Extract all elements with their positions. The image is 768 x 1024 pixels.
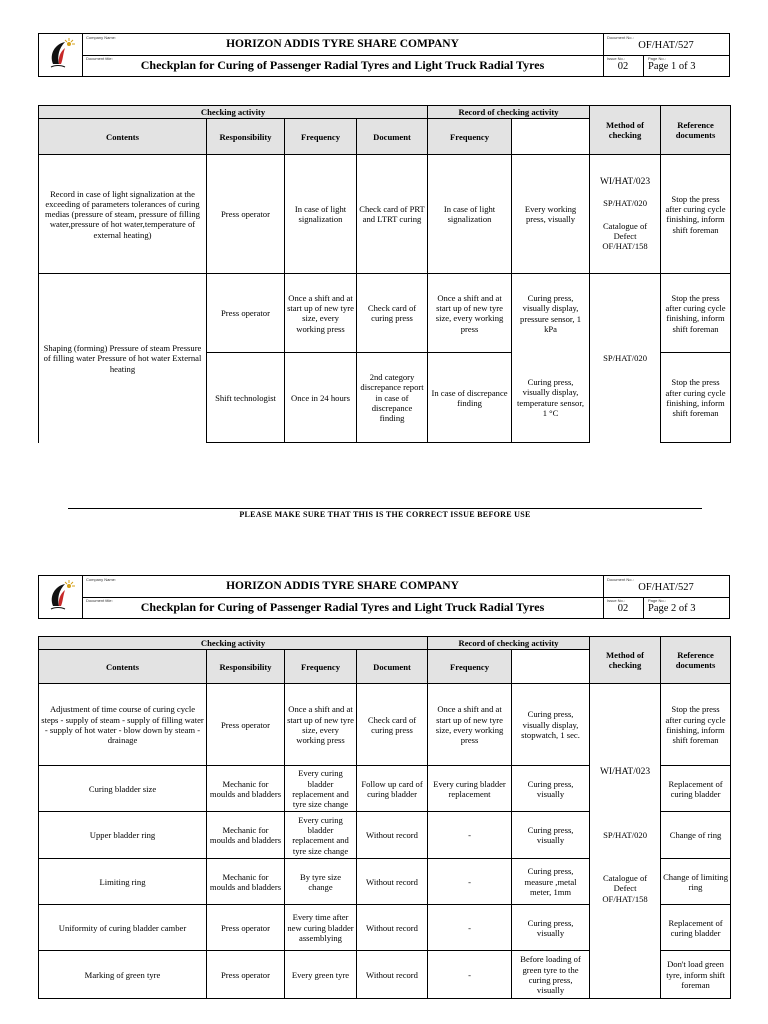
contents-cell: Marking of green tyre [39, 951, 207, 999]
frequency-cell: Once a shift and at start up of new tyre size, every working press [285, 274, 357, 353]
contents-cell: Record in case of light signalization at the exceeding of parameters tolerances of curing medias (pressure of steam, pressure of filling water,pressure of hot water,temperature of external heating) [39, 155, 207, 274]
frequency2-cell: Once a shift and at start up of new tyre size, every working press [428, 274, 512, 353]
responsibility-cell: Mechanic for moulds and bladders [207, 812, 285, 859]
document-header-cell: Document [357, 650, 428, 684]
reference-header: Reference documents [661, 106, 731, 155]
responsibility-cell: Shift technologist [207, 353, 285, 443]
issue-cell [603, 55, 644, 76]
record-activity-header: Record of checking activity [428, 106, 590, 119]
responsibility-header: Responsibility [207, 650, 285, 684]
frequency2-header: Frequency [428, 119, 512, 155]
table-row [39, 905, 731, 951]
reference-sp: SP/HAT/020 [603, 198, 647, 209]
document-number-label: Document No.: [607, 35, 634, 40]
document-header-cell: Document [357, 119, 428, 155]
company-name: HORIZON ADDIS TYRE SHARE COMPANY [226, 38, 459, 50]
contents-cell: Limiting ring [39, 859, 207, 905]
company-logo [39, 34, 83, 76]
issue-notice: PLEASE MAKE SURE THAT THIS IS THE CORRECT ISSUE BEFORE USE [68, 508, 702, 519]
frequency2-header: Frequency [428, 650, 512, 684]
responsibility-cell: Press operator [207, 905, 285, 951]
company-name: HORIZON ADDIS TYRE SHARE COMPANY [226, 580, 459, 592]
contents-cell: Upper bladder ring [39, 812, 207, 859]
table-row [39, 812, 731, 859]
issue-label: Issue No.: [607, 56, 626, 61]
document-cell: Without record [357, 951, 428, 999]
frequency2-cell: - [428, 951, 512, 999]
header-right [603, 576, 729, 618]
method-header: Method of checking [590, 637, 661, 684]
responsibility-cell: Press operator [207, 155, 285, 274]
reference-cell [590, 905, 661, 951]
responsibility-cell: Press operator [207, 274, 285, 353]
record-activity-header: Record of checking activity [428, 637, 590, 650]
horizon-logo-icon [39, 34, 82, 76]
contents-cell: Uniformity of curing bladder camber [39, 905, 207, 951]
header-right [603, 34, 729, 76]
document-number-cell [603, 34, 729, 56]
method-cell: Curing press, visually display, pressure sensor, 1 kPa [512, 274, 590, 353]
action-cell: Stop the press after curing cycle finishing, inform shift foreman [661, 274, 731, 353]
action-cell: Don't load green tyre, inform shift foreman [661, 951, 731, 999]
contents-cell: Adjustment of time course of curing cycle steps - supply of steam - supply of filling water - supply of hot water - blow down by steam - drainage [39, 684, 207, 766]
page-number: Page 1 of 3 [648, 61, 696, 72]
document-cell: Check card of curing press [357, 274, 428, 353]
frequency2-cell: - [428, 812, 512, 859]
reference-cell [590, 951, 661, 999]
reference-catalogue: Catalogue of Defect OF/HAT/158 [602, 220, 648, 252]
contents-cell: Curing bladder size [39, 766, 207, 812]
document-title-label: Document title: [86, 56, 113, 61]
action-cell: Stop the press after curing cycle finishing, inform shift foreman [661, 155, 731, 274]
method-cell: Before loading of green tyre to the curing press, visually [512, 951, 590, 999]
document-header [38, 33, 730, 77]
issue-label: Issue No.: [607, 598, 626, 603]
document-header [38, 575, 730, 619]
action-cell: Change of limiting ring [661, 859, 731, 905]
action-cell: Replacement of curing bladder [661, 905, 731, 951]
method-header: Method of checking [590, 106, 661, 155]
frequency-cell: By tyre size change [285, 859, 357, 905]
reference-cell [590, 684, 661, 766]
issue-number: 02 [617, 603, 629, 614]
reference-cell: Catalogue of Defect OF/HAT/158 [590, 859, 661, 905]
table-row [39, 766, 731, 812]
frequency-cell: Every curing bladder replacement and tyre size change [285, 812, 357, 859]
issue-number: 02 [617, 61, 629, 72]
frequency-cell: Once in 24 hours [285, 353, 357, 443]
method-cell: Curing press, visually display, temperature sensor, 1 °C [512, 353, 590, 443]
table-row [39, 951, 731, 999]
document-cell: Without record [357, 905, 428, 951]
reference-cell: SP/HAT/020 [590, 274, 661, 443]
document-cell: Check card of PRT and LTRT curing [357, 155, 428, 274]
frequency-header: Frequency [285, 650, 357, 684]
company-cell [82, 34, 603, 56]
table-row [39, 274, 731, 353]
page-cell [644, 55, 729, 76]
document-number: OF/HAT/527 [638, 582, 694, 593]
responsibility-header: Responsibility [207, 119, 285, 155]
document-number-cell [603, 576, 729, 598]
method-cell: Curing press, visually display, stopwatch, 1 sec. [512, 684, 590, 766]
checkplan-table-page-1 [38, 105, 731, 443]
page-label: Page No.: [648, 598, 666, 603]
action-cell: Change of ring [661, 812, 731, 859]
page-number: Page 2 of 3 [648, 603, 696, 614]
page-label: Page No.: [648, 56, 666, 61]
document-cell: Without record [357, 859, 428, 905]
frequency-cell: Every green tyre [285, 951, 357, 999]
action-cell: Stop the press after curing cycle finishing, inform shift foreman [661, 684, 731, 766]
page-cell [644, 597, 729, 618]
table-row [39, 155, 731, 274]
frequency2-cell: Every curing bladder replacement [428, 766, 512, 812]
issue-cell [603, 597, 644, 618]
header-middle [82, 576, 604, 618]
reference-header: Reference documents [661, 637, 731, 684]
document-title: Checkplan for Curing of Passenger Radial Tyres and Light Truck Radial Tyres [140, 600, 545, 614]
document-cell: Without record [357, 812, 428, 859]
frequency2-cell: In case of light signalization [428, 155, 512, 274]
document-cell: Follow up card of curing bladder [357, 766, 428, 812]
responsibility-cell: Press operator [207, 951, 285, 999]
company-logo [39, 576, 83, 618]
frequency-cell: In case of light signalization [285, 155, 357, 274]
responsibility-cell: Press operator [207, 684, 285, 766]
checking-activity-header: Checking activity [39, 637, 428, 650]
action-cell: Stop the press after curing cycle finishing, inform shift foreman [661, 353, 731, 443]
horizon-logo-icon [39, 576, 82, 618]
frequency-cell: Every time after new curing bladder assemblying [285, 905, 357, 951]
frequency2-cell: - [428, 905, 512, 951]
table-row [39, 684, 731, 766]
contents-header: Contents [39, 119, 207, 155]
method-cell: Curing press, visually [512, 766, 590, 812]
reference-wi: WI/HAT/023 [599, 176, 651, 187]
method-cell: Curing press, measure ,metal meter, 1mm [512, 859, 590, 905]
responsibility-cell: Mechanic for moulds and bladders [207, 766, 285, 812]
document-title-label: Document title: [86, 598, 113, 603]
table-row [39, 859, 731, 905]
checkplan-table-page-2 [38, 636, 731, 999]
method-cell: Every working press, visually [512, 155, 590, 274]
company-name-label: Company Name: [86, 35, 117, 40]
checking-activity-header: Checking activity [39, 106, 428, 119]
document-number-label: Document No.: [607, 577, 634, 582]
document-title: Checkplan for Curing of Passenger Radial Tyres and Light Truck Radial Tyres [140, 58, 545, 72]
responsibility-cell: Mechanic for moulds and bladders [207, 859, 285, 905]
method-cell: Curing press, visually [512, 812, 590, 859]
frequency-cell: Once a shift and at start up of new tyre size, every working press [285, 684, 357, 766]
frequency2-cell: Once a shift and at start up of new tyre size, every working press [428, 684, 512, 766]
reference-cell: SP/HAT/020 [590, 812, 661, 859]
frequency-cell: Every curing bladder replacement and tyre size change [285, 766, 357, 812]
document-cell: Check card of curing press [357, 684, 428, 766]
document-cell: 2nd category discrepance report in case of discrepance finding [357, 353, 428, 443]
method-cell: Curing press, visually [512, 905, 590, 951]
document-number: OF/HAT/527 [638, 40, 694, 51]
frequency2-cell: In case of discrepance finding [428, 353, 512, 443]
company-name-label: Company Name: [86, 577, 117, 582]
frequency-header: Frequency [285, 119, 357, 155]
contents-cell: Shaping (forming) Pressure of steam Pressure of filling water Pressure of hot water External heating [39, 274, 207, 443]
reference-cell: WI/HAT/023 [590, 766, 661, 812]
company-cell [82, 576, 603, 598]
action-cell: Replacement of curing bladder [661, 766, 731, 812]
header-middle [82, 34, 604, 76]
reference-cell [590, 155, 661, 274]
frequency2-cell: - [428, 859, 512, 905]
contents-header: Contents [39, 650, 207, 684]
